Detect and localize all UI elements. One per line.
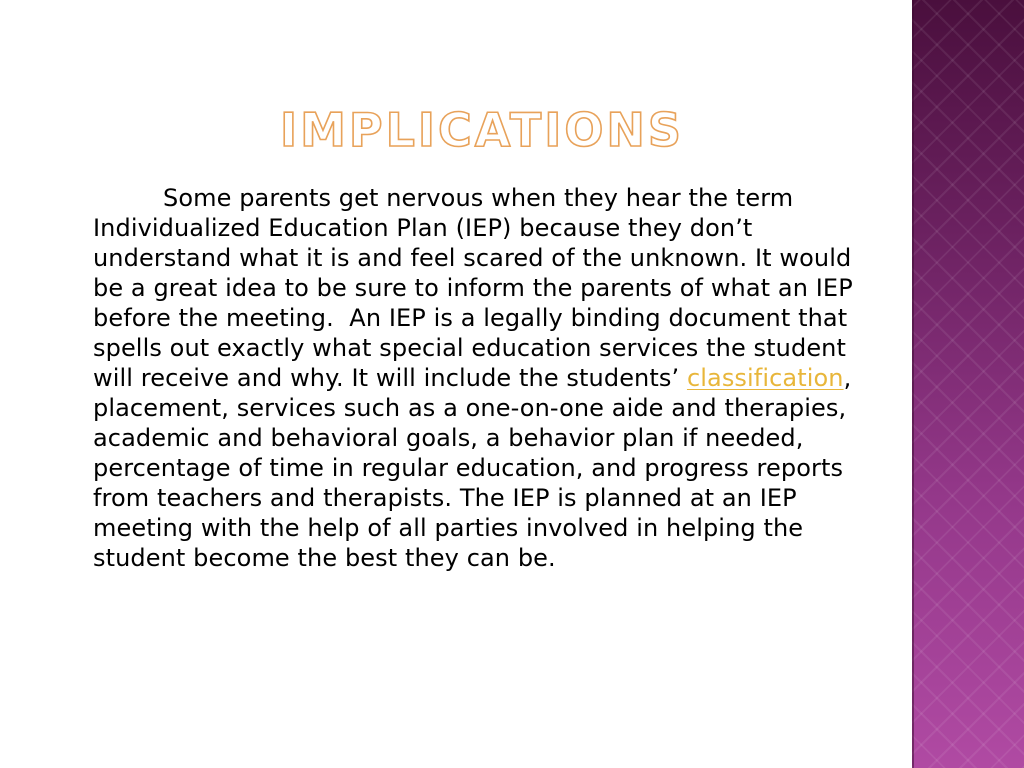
side-band-edge: [912, 0, 914, 768]
slide-body-text: [93, 183, 863, 573]
slide-title: IMPLICATIONS: [280, 103, 685, 157]
classification-link[interactable]: classification: [686, 364, 844, 392]
body-text-rest: , placement, services such as a one-on-one aide and therapies, academic and behavioral goals, a behavior plan if needed, percentage of time in regular education, and progress reports from teachers and therapists. The IEP is planned at an IEP meeting with the help of all parties involved in helping the student become the best they can be.: [93, 364, 852, 572]
body-text-intro: Some parents get nervous when they hear the term Individualized Education Plan (IEP) because they don’t understand what it is and feel scared of the unknown. It would be a great idea to be sure to inform the parents of what an IEP before the meeting. An IEP is a legally binding document that spells out exactly what special education services the student will receive and why. It will include the students’: [93, 184, 853, 392]
decorative-side-band: [912, 0, 1024, 768]
